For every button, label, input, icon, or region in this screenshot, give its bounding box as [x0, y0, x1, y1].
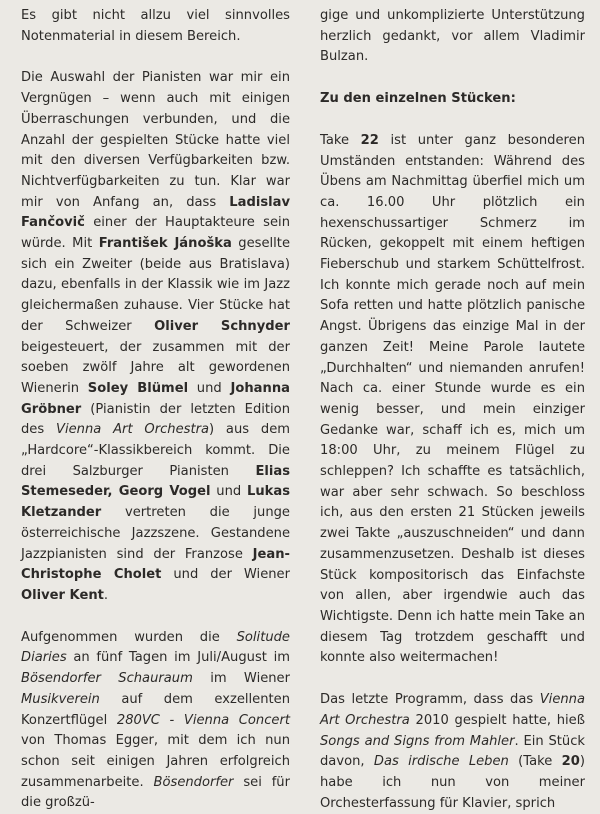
text-run: auf dem exzellenten Konzertflügel: [21, 691, 290, 728]
text-run: ) habe ich nun von meiner Orchesterfassung für Klavier, sprich: [320, 754, 585, 811]
section-heading: Zu den einzelnen Stücken:: [320, 91, 516, 107]
text-run: einer der Hauptakteure sein würde. Mit: [21, 215, 290, 252]
text-run: Take: [320, 132, 361, 148]
italic-title: Bösendorfer Schauraum: [21, 671, 193, 687]
text-run: gesellte sich ein Zweiter (beide aus Bratislava) dazu, ebenfalls in der Klassik wie im Jazz gleichermaßen zuhause. Vier Stücke hat der Schweizer: [21, 236, 290, 334]
pianist-name: Lukas Kletzander: [21, 484, 290, 521]
italic-title: Das irdische Leben: [373, 754, 509, 770]
italic-title: 280VC - Vienna Concert: [116, 712, 290, 728]
italic-title: Solitude Diaries: [21, 629, 290, 666]
text-run: Die Auswahl der Pianisten war mir ein Vergnügen – wenn auch mit einigen Überraschungen verbunden, und die Anzahl der gespielten Stücke hatte viel mit den diversen Verfügbarkeiten bzw. Nichtverfügbarkeiten zu tun. Klar war mir von Anfang an, dass: [21, 70, 290, 210]
text-run: im Wiener: [192, 671, 290, 687]
text-run: an fünf Tagen im Juli/August im: [66, 650, 290, 666]
text-run: beigesteuert, der zusammen mit der soeben zwölf Jahre alt gewordenen Wienerin: [21, 339, 290, 396]
text-run: (Take: [508, 754, 562, 770]
paragraph-pianisten: [21, 68, 290, 606]
pianist-name: Oliver Kent: [21, 587, 104, 603]
italic-title: Songs and Signs from Mahler: [320, 733, 515, 749]
paragraph-text: gige und unkomplizierte Unterstützung herzlich gedankt, vor allem Vladimir Bulzan.: [320, 8, 585, 65]
pianist-name: Jean-Christophe Cholet: [21, 546, 290, 583]
pianist-name: Elias Stemeseder, Georg Vogel: [21, 463, 290, 500]
text-run: und: [188, 380, 231, 396]
right-column: [320, 6, 585, 814]
paragraph-take-22: [320, 131, 585, 669]
take-number: 22: [360, 132, 379, 148]
paragraph-notenmaterial: [21, 6, 290, 47]
text-run: von Thomas Egger, mit dem ich nun schon seit einigen Jahren erfolgreich zusammenarbeite.: [21, 733, 290, 790]
pianist-name: František Jánoška: [98, 236, 232, 252]
text-run: Das letzte Programm, dass das: [320, 692, 540, 708]
text-run: .: [103, 587, 109, 603]
paragraph-aufnahme: [21, 628, 290, 814]
take-number: 20: [561, 754, 580, 770]
italic-title: Vienna Art Orchestra: [56, 422, 209, 438]
text-run: Aufgenommen wurden die: [21, 629, 237, 645]
text-run: und der Wiener: [161, 567, 290, 583]
pianist-name: Ladislav Fančovič: [21, 194, 290, 231]
text-run: (Pianistin der letzten Edition des: [21, 401, 290, 438]
pianist-name: Johanna Gröbner: [21, 380, 290, 417]
text-run: ) aus dem „Hardcore“-Klassikbereich kommt. Die drei Salzburger Pianisten: [21, 422, 290, 479]
italic-title: Bösendorfer: [153, 774, 234, 790]
italic-title: Vienna Art Orchestra: [320, 692, 585, 728]
italic-title: Musikverein: [21, 691, 100, 707]
paragraph-dank: [320, 6, 585, 68]
text-run: 2010 gespielt hatte, hieß: [409, 712, 585, 728]
left-column: [21, 6, 290, 814]
pianist-name: Oliver Schnyder: [154, 318, 290, 334]
paragraph-take-20: [320, 690, 585, 814]
text-run: . Ein Stück davon,: [320, 733, 585, 770]
text-run: sei für die großzü-: [21, 774, 290, 811]
paragraph-text: Es gibt nicht allzu viel sinnvolles Notenmaterial in diesem Bereich.: [21, 8, 290, 44]
text-run: und: [210, 484, 247, 500]
text-run: ist unter ganz besonderen Umständen entstanden: Während des Übens am Nachmittag überfiel mich um ca. 16.00 Uhr plötzlich ein hexenschussartiger Schmerz im Rücken, gekoppelt mit einem heftigen Fieberschub und starkem Schüttelfrost. Ich konnte mich gerade noch auf mein Sofa retten und hatte plötzlich panische Angst. Übrigens das einzige Mal in der ganzen Zeit! Meine Parole lautete „Durchhalten“ und niemanden anrufen! Nach ca. einer Stunde wurde es ein wenig besser, und mein einziger Gedanke war, schaff ich es, mich um 18:00 Uhr, zu meinem Flügel zu schleppen? Ich schaffte es tatsächlich, war aber sehr schwach. So beschloss ich, aus den ersten 21 Stücken jeweils zwei Takte „auszuschneiden“ und dann zusammenzusetzen. Deshalb ist dieses Stück kompositorisch das Einfachste von allen, aber irgendwie auch das Wichtigste. Denn ich hatte mein Take an diesem Tag trotzdem geschafft und konnte also weitermachen!: [320, 132, 585, 666]
pianist-name: Soley Blümel: [87, 380, 189, 396]
text-run: vertreten die junge österreichische Jazzszene. Gestandene Jazzpianisten sind der Franzose: [21, 505, 290, 562]
